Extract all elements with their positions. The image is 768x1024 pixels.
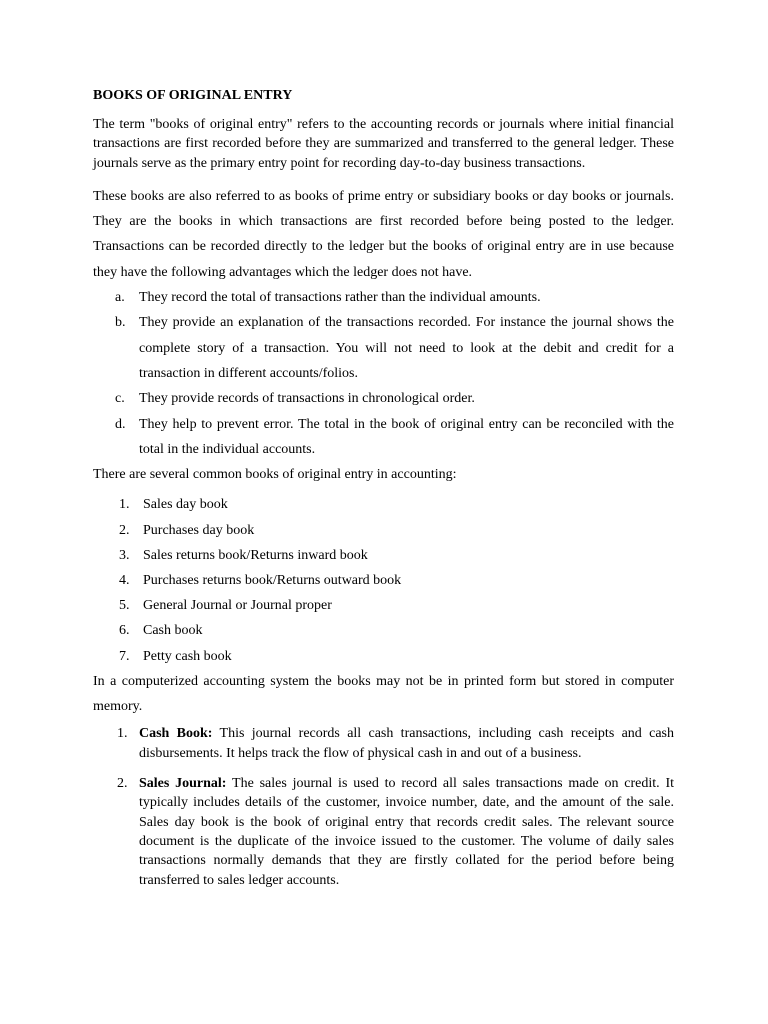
list-item [93, 518, 674, 543]
list-item [93, 724, 674, 763]
term-label: Cash Book: [139, 726, 213, 742]
term-description: The sales journal is used to record all sales transactions made on credit. It typically includes details of the customer, invoice number, date, and the amount of the sale. Sales day book is the book of original entry that records credit sales. The relevant source document is the duplicate of the invoice issued to the customer. The volume of daily sales transactions normally demands that they are firstly collated for the period before being transferred to sales ledger accounts. [139, 776, 674, 888]
journal-details-list [93, 724, 674, 889]
list-item-text: Petty cash book [143, 648, 232, 664]
term-description: This journal records all cash transactions, including cash receipts and cash disbursements. It helps track the flow of physical cash in and out of a business. [139, 726, 674, 761]
list-marker: b. [115, 315, 126, 331]
list-marker: 1. [117, 726, 128, 742]
list-item [93, 285, 674, 310]
list-item-text: They provide records of transactions in chronological order. [139, 391, 475, 407]
list-item [93, 593, 674, 618]
list-item-text: Purchases day book [143, 522, 255, 538]
list-item [93, 386, 674, 411]
list-marker: 3. [119, 547, 130, 563]
list-item [93, 644, 674, 669]
list-item-text: They help to prevent error. The total in the book of original entry can be reconciled with the total in the individual accounts. [139, 416, 674, 457]
list-item-text: Sales returns book/Returns inward book [143, 547, 368, 563]
document-page [93, 86, 674, 901]
list-item [93, 492, 674, 517]
list-marker: 1. [119, 497, 130, 513]
list-marker: d. [115, 416, 126, 432]
list-marker: 5. [119, 598, 130, 614]
computerized-paragraph: In a computerized accounting system the books may not be in printed form but stored in computer memory. [93, 673, 674, 715]
list-item-text: They record the total of transactions rather than the individual amounts. [139, 290, 541, 306]
list-item-text: Sales day book [143, 497, 228, 513]
list-item [93, 568, 674, 593]
books-intro: There are several common books of original entry in accounting: [93, 467, 457, 483]
list-marker: c. [115, 391, 125, 407]
list-item [93, 543, 674, 568]
advantages-list [93, 285, 674, 462]
document-title: BOOKS OF ORIGINAL ENTRY [93, 88, 293, 103]
intro-paragraph: The term "books of original entry" refers to the accounting records or journals where initial financial transactions are first recorded before they are summarized and transferred to the general ledger. These journals serve as the primary entry point for recording day-to-day business transactions. [93, 117, 674, 171]
list-item-text: General Journal or Journal proper [143, 598, 332, 614]
list-marker: 7. [119, 648, 130, 664]
prime-entry-paragraph: These books are also referred to as books of prime entry or subsidiary books or day books or journals. They are the books in which transactions are first recorded before being posted to the ledger. Transactions can be recorded directly to the ledger but the books of original entry are in use because they have the following advantages which the ledger does not have. [93, 188, 674, 280]
list-item-text: They provide an explanation of the transactions recorded. For instance the journal shows the complete story of a transaction. You will not need to look at the debit and credit for a transaction in different accounts/folios. [139, 315, 674, 381]
list-item [93, 310, 674, 386]
list-marker: 6. [119, 623, 130, 639]
list-marker: a. [115, 290, 125, 306]
list-marker: 2. [117, 776, 128, 792]
list-marker: 2. [119, 522, 130, 538]
list-item [93, 618, 674, 643]
term-label: Sales Journal: [139, 776, 227, 792]
books-list [93, 492, 674, 668]
list-marker: 4. [119, 573, 130, 589]
list-item [93, 412, 674, 463]
list-item-text: Cash book [143, 623, 203, 639]
list-item [93, 774, 674, 890]
list-item-text: Purchases returns book/Returns outward book [143, 573, 402, 589]
